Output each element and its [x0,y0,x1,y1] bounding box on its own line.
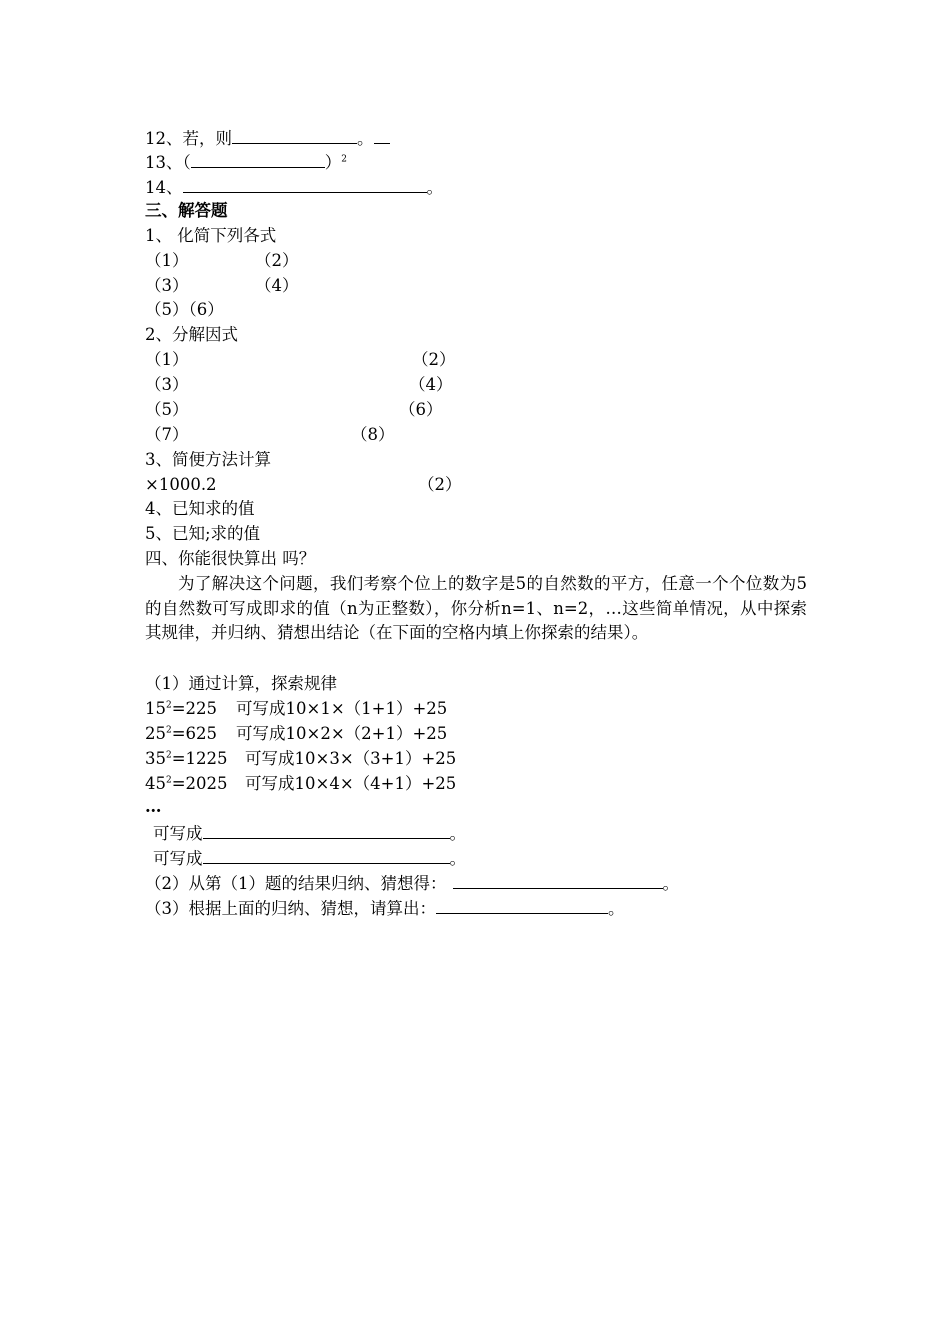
step-1-title: （1）通过计算，探索规律 [145,674,337,693]
pattern-row-1: $15^2=225$ [145,699,218,718]
pattern-row-3: $35^2=1225$ [145,749,228,768]
q1-item-2: （2） [255,251,299,270]
q2-item-2: （2） [412,350,456,369]
question-13: 13、（ ）$^2$ [145,150,347,175]
q1-item-1: （1） [145,251,189,270]
section-3-q2-title: 2、分解因式 [145,325,238,344]
q1-item-5-6: （5）（6） [145,300,224,319]
section-3-title: 三、解答题 [145,201,228,220]
pattern-row-1-desc: 可写成10×1×（1+1）+25 [236,699,448,718]
pattern-row-4: $45^2=2025$ [145,774,228,793]
answer-blank-pattern-2[interactable] [203,846,450,864]
q1-item-4: （4） [255,276,299,295]
answer-blank-pattern-1[interactable] [203,821,450,839]
q2-item-4: （4） [409,375,453,394]
section-4-title: 四、你能很快算出 吗？ [145,549,316,568]
fill-line-1: 可写成 。 [153,821,466,846]
section-3-q1-title: 1、 化简下列各式 [145,226,277,245]
q3-item-1: ×1000.2 [145,475,217,494]
ellipsis: … [145,797,162,816]
q2-item-5: （5） [145,400,189,419]
q2-item-3: （3） [145,375,189,394]
section-3-q3-title: 3、简便方法计算 [145,450,271,469]
pattern-row-2: $25^2=625$ [145,724,218,743]
section-4-intro: 为了解决这个问题，我们考察个位上的数字是5的自然数的平方，任意一个个位数为5的自然数可写成即求的值（n为正整数），你分析n=1、n=2，…这些简单情况，从中探索其规律，并归纳、猜想出结论（在下面的空格内填上你探索的结果）。 [145,574,807,642]
q3-item-2: （2） [418,475,462,494]
pattern-row-4-desc: 可写成10×4×（4+1）+25 [245,774,457,793]
section-3-q4: 4、已知求的值 [145,499,255,518]
step-3: （3）根据上面的归纳、猜想，请算出： 。 [145,896,625,921]
q2-item-6: （6） [399,400,443,419]
q1-item-3: （3） [145,276,189,295]
answer-blank-step-2[interactable] [453,871,663,889]
section-3-q5: 5、已知;求的值 [145,524,261,543]
question-12: 12、若，则 。 [145,126,390,151]
q2-item-1: （1） [145,350,189,369]
answer-blank-step-3[interactable] [436,896,608,914]
pattern-row-3-desc: 可写成10×3×（3+1）+25 [245,749,457,768]
fill-line-2: 可写成 。 [153,846,466,871]
pattern-row-2-desc: 可写成10×2×（2+1）+25 [236,724,448,743]
answer-blank-14[interactable] [183,175,427,193]
question-14: 14、 。 [145,175,443,200]
q2-item-8: （8） [351,425,395,444]
answer-blank-13[interactable] [191,150,325,168]
q2-item-7: （7） [145,425,189,444]
answer-blank-12[interactable] [232,126,357,144]
step-2: （2）从第（1）题的结果归纳、猜想得： 。 [145,871,679,896]
